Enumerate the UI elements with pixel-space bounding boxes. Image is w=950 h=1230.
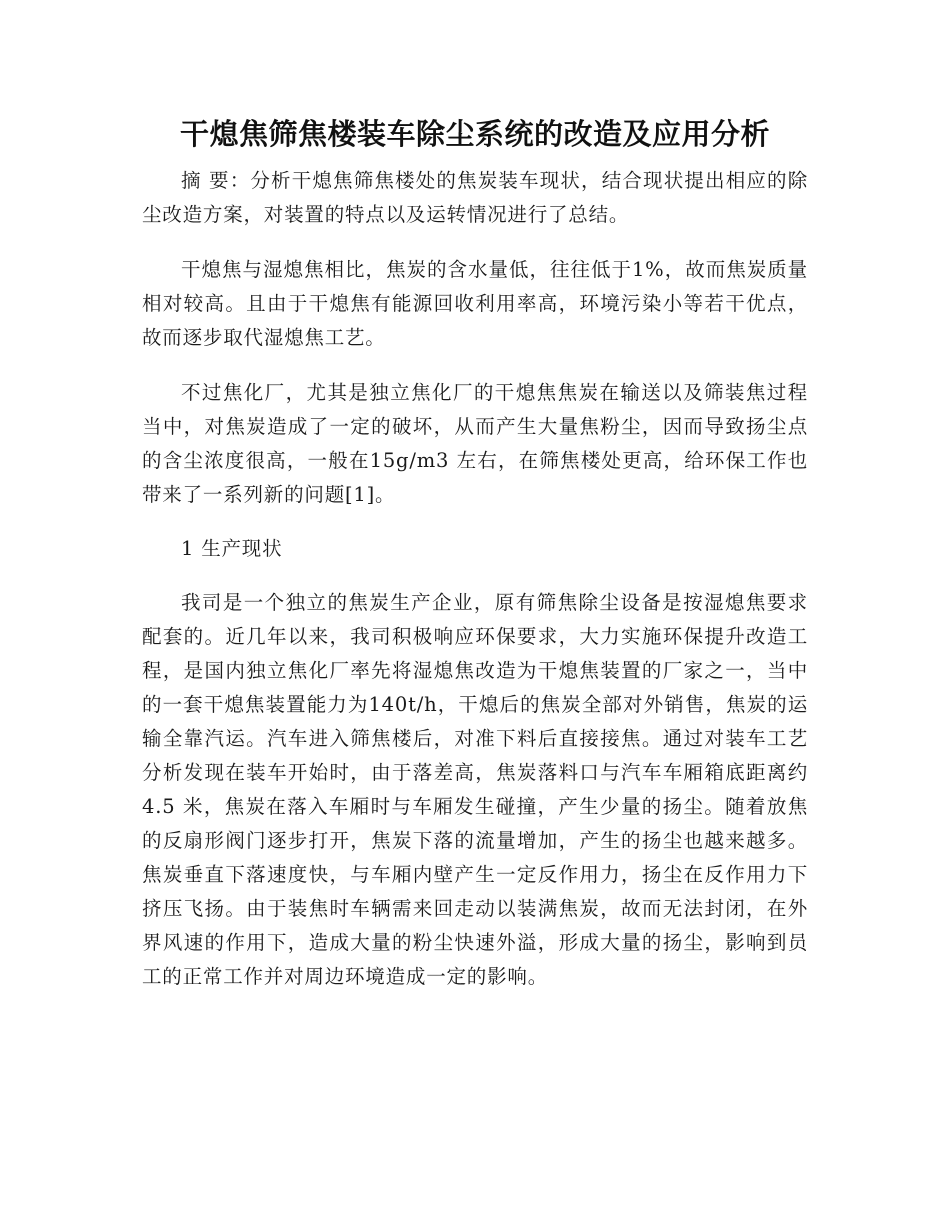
intro-paragraph: 干熄焦与湿熄焦相比，焦炭的含水量低，往往低于1%，故而焦炭质量相对较高。且由于干熄焦有能源回收利用率高，环境污染小等若干优点，故而逐步取代湿熄焦工艺。 (142, 258, 808, 349)
document-title: 干熄焦筛焦楼装车除尘系统的改造及应用分析 (179, 117, 770, 151)
section-heading: 1 生产现状 (181, 537, 283, 560)
abstract-paragraph: 摘 要：分析干熄焦筛焦楼处的焦炭装车现状，结合现状提出相应的除尘改造方案，对装置的特点以及运转情况进行了总结。 (142, 169, 808, 226)
background-paragraph: 不过焦化厂，尤其是独立焦化厂的干熄焦焦炭在输送以及筛装焦过程当中，对焦炭造成了一定的破坏，从而产生大量焦粉尘，因而导致扬尘点的含尘浓度很高，一般在15g/m3 左右，在筛焦楼处更高，给环保工作也带来了一系列新的问题[1]。 (142, 381, 808, 506)
section-paragraph: 我司是一个独立的焦炭生产企业，原有筛焦除尘设备是按湿熄焦要求配套的。近几年以来，我司积极响应环保要求，大力实施环保提升改造工程，是国内独立焦化厂率先将湿熄焦改造为干熄焦装置的厂家之一，当中的一套干熄焦装置能力为140t/h，干熄后的焦炭全部对外销售，焦炭的运输全靠汽运。汽车进入筛焦楼后，对准下料后直接接焦。通过对装车工艺分析发现在装车开始时，由于落差高，焦炭落料口与汽车车厢箱底距离约4.5 米，焦炭在落入车厢时与车厢发生碰撞，产生少量的扬尘。随着放焦的反扇形阀门逐步打开，焦炭下落的流量增加，产生的扬尘也越来越多。焦炭垂直下落速度快，与车厢内壁产生一定反作用力，扬尘在反作用力下挤压飞扬。由于装焦时车辆需来回走动以装满焦炭，故而无法封闭，在外界风速的作用下，造成大量的粉尘快速外溢，形成大量的扬尘，影响到员工的正常工作并对周边环境造成一定的影响。 (142, 591, 808, 988)
